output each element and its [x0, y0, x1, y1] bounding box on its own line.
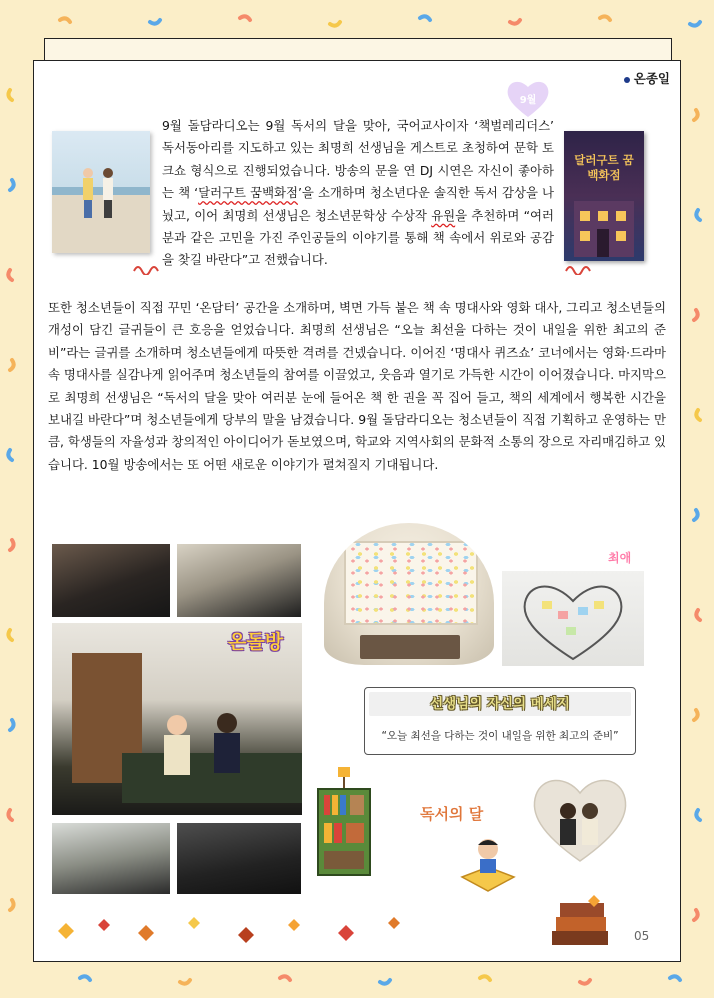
teacher-message-box [364, 687, 636, 755]
book-cover-building [564, 131, 644, 261]
photo-dj-speaking [177, 544, 301, 617]
message-title: 선생님의 자신의 메세지 [430, 696, 570, 712]
autumn-leaves-icon [48, 911, 448, 951]
newsletter-page [33, 60, 681, 962]
intro-text: ’을 소개하며 청소년다운 솔직한 독서 감상을 나눴고, 이어 최명희 선생님은 청소년문학상 수상작 [162, 185, 554, 223]
book-cover-illustration [52, 131, 150, 253]
photo-audience [52, 544, 170, 617]
badge-text: 9월 [519, 95, 537, 106]
intro-text: 을 추천하며 “여러분과 같은 고민을 가진 주인공들의 이야기를 통해 책 속에서 위로와 공감을 찾길 바란다”고 전했습니다. [162, 207, 554, 268]
photo-students-hands [177, 823, 301, 894]
message-quote: “오늘 최선을 다하는 것이 내일을 위한 최고의 준비” [381, 730, 619, 742]
bullet-icon [624, 77, 630, 83]
ondolbang-logo: 온돌방 [228, 631, 284, 653]
photo-heart-wall [502, 571, 644, 666]
heart-photo-teacher-dj [530, 769, 630, 865]
display-shelf [360, 635, 460, 659]
photo-talkshow [52, 623, 302, 815]
article-body: 또한 청소년들이 직접 꾸민 ‘온담터’ 공간을 소개하며, 벽면 가득 붙은 책 속 명대사와 영화 대사, 그리고 청소년들의 개성이 담긴 글귀들이 큰 호응을 얻었습니다. 최명희 선생님은 “오늘 최선을 다하는 것이 내일을 위한 최고의 준비”라는 글귀를 소개하며 청소년들에게 따뜻한 격려를 건넸습니다. 이어진 ‘명대사 퀴즈쇼’ 코너에서는 영화·드라마 속 명대사를 실감나게 읽어주며 청소년들의 참여를 이끌었고, 웃음과 열기로 가득한 시간이 이어졌습니다. 마지막으로 최명희 선생님은 “독서의 달을 맞아 여러분 눈에 들어온 책 한 권을 꼭 집어 들고, 책의 세계에서 행복한 시간을 보내길 바란다”며 청소년들에게 당부의 말을 남겼습니다. 9월 돌담라디오는 청소년들이 직접 기획하고 운영하는 만큼, 학생들의 자율성과 창의적인 아이디어가 돋보였으며, 학교와 지역사회의 문화적 소통의 장으로 자리매김하고 있습니다. 10월 방송에서는 또 어떤 새로운 이야기가 펼쳐질지 기대됩니다. [48, 300, 666, 472]
book-cover-yuwon [52, 131, 150, 253]
reading-child-icon [458, 833, 518, 897]
author-name: 온종일 [633, 71, 670, 86]
squiggle-arrow-icon [564, 261, 594, 275]
author-label [624, 69, 670, 87]
reading-month-label: 독서의 달 [420, 805, 484, 823]
book-right-title: 달러구트 꿈백화점 [574, 153, 634, 182]
photo-ondamteo-wall [324, 523, 494, 665]
love-label: 최애 [608, 551, 632, 565]
underlined-book-title: 달러구트 꿈백화점 [198, 185, 298, 201]
bookshelf-icon [316, 767, 372, 877]
september-heart-badge [506, 79, 550, 119]
book-stack-icon [544, 893, 616, 949]
photo-room [52, 823, 170, 894]
underlined-book-title: 유원 [431, 207, 456, 223]
squiggle-arrow-icon [132, 261, 162, 275]
article-intro [162, 115, 554, 272]
book-cover-dallergut [564, 131, 644, 261]
intro-text: 9월 돌담라디오는 9월 독서의 달을 맞아, 국어교사이자 ‘책벌레리더스’ 독서동아리를 지도하고 있는 최명희 선생님을 게스트로 초청하여 문학 토크쇼 형식으로 진행되었습니다. 방송의 문을 연 DJ 시연은 자신이 좋아하는 책 ‘ [162, 118, 554, 201]
page-number: 05 [634, 929, 650, 943]
message-board [344, 541, 478, 625]
heart-notes-icon [502, 571, 644, 666]
